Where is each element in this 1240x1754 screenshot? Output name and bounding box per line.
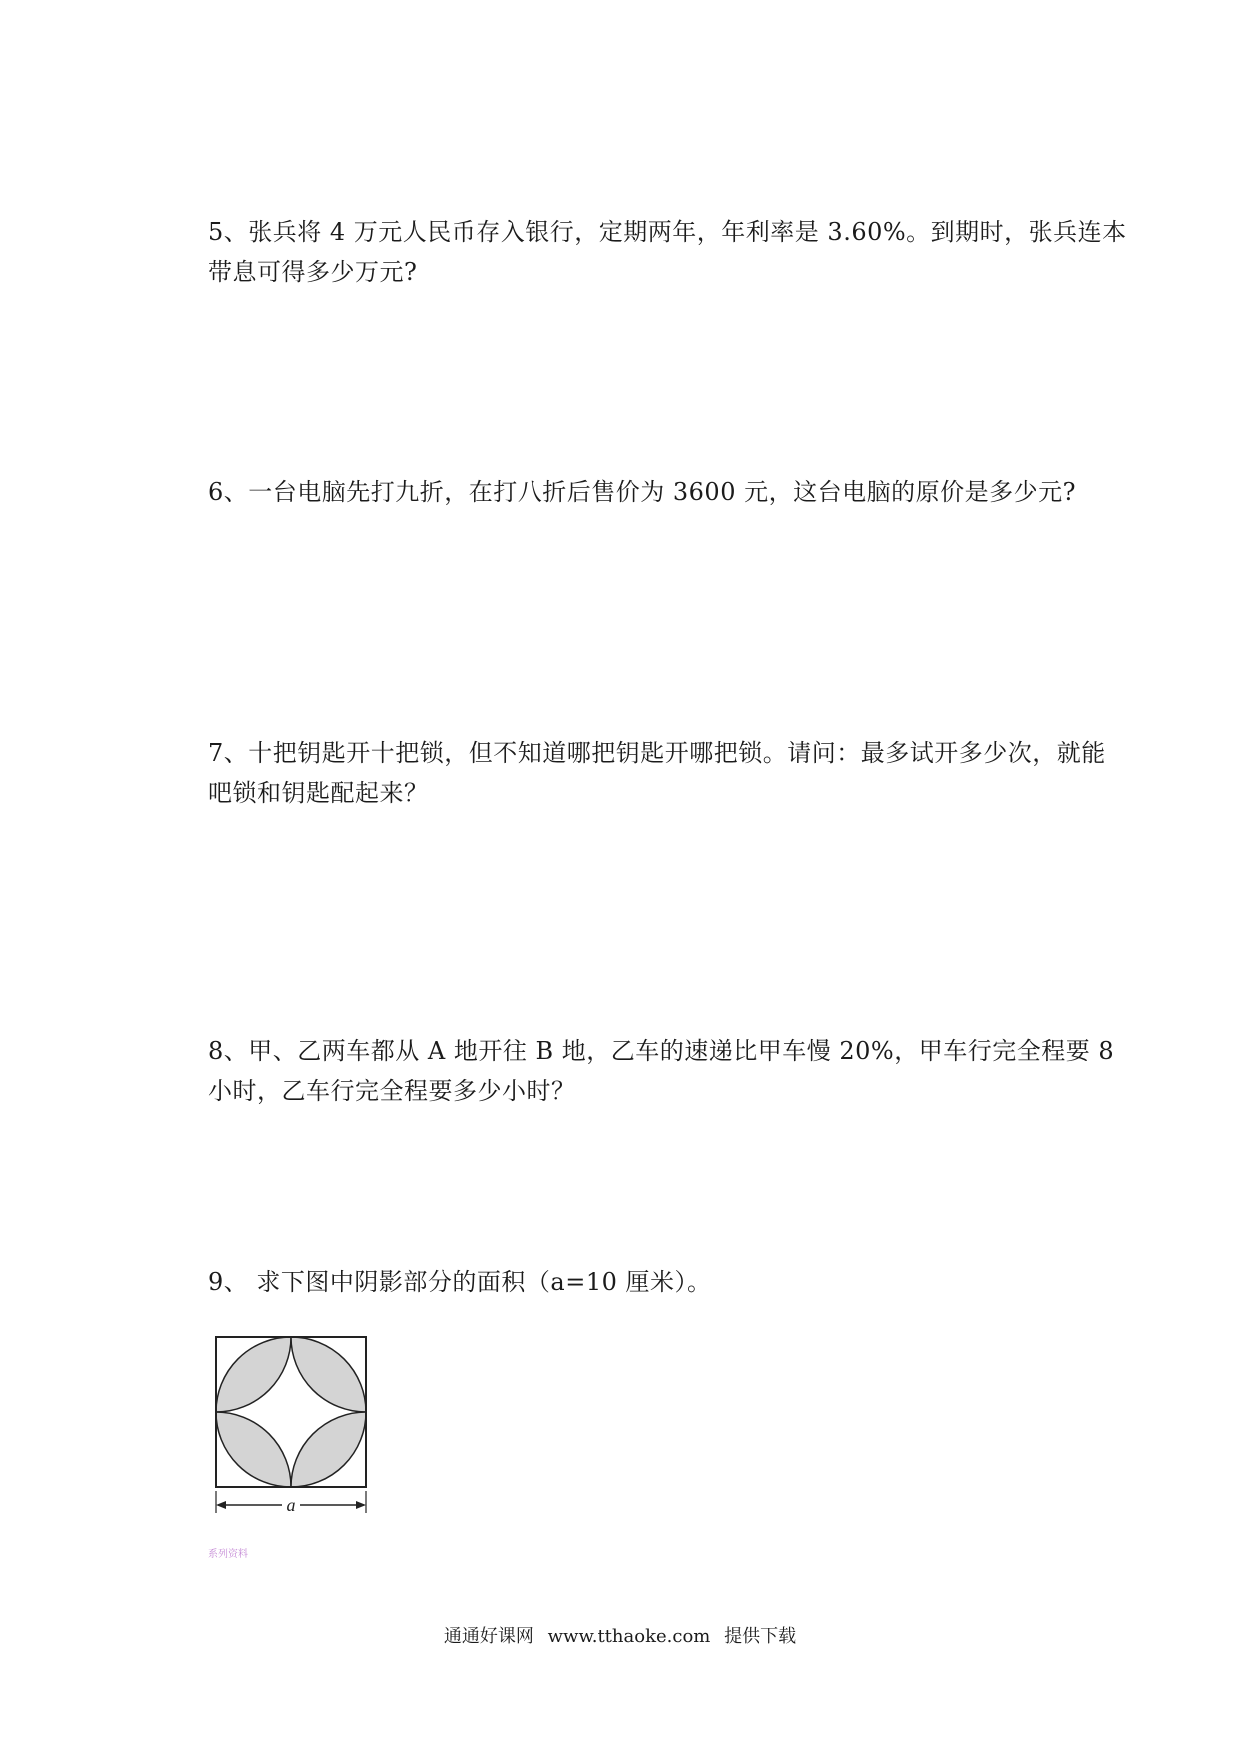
problem-5: [208, 212, 1127, 292]
dimension-arrow-left: [216, 1501, 226, 1509]
dimension-label: a: [286, 1495, 296, 1515]
petal-bottom-left: [216, 1412, 291, 1487]
problem-8-line-2: 小时，乙车行完全程要多少小时？: [208, 1077, 576, 1105]
problem-7-line-2: 吧锁和钥匙配起来？: [208, 779, 429, 807]
petal-top-right: [291, 1337, 366, 1412]
petals-group: [216, 1337, 366, 1487]
dimension-arrow-right: [356, 1501, 366, 1509]
problem-5-line-1: 5、张兵将 4 万元人民币存入银行，定期两年，年利率是 3.60%。到期时，张兵连本: [208, 218, 1127, 246]
problem-9: [208, 1262, 1108, 1302]
petal-top-left: [216, 1337, 291, 1412]
shaded-area-figure: [210, 1331, 376, 1521]
problem-5-line-2: 带息可得多少万元?: [208, 258, 418, 286]
watermark-text: 系列资料: [208, 1549, 248, 1560]
figure-svg: [210, 1331, 376, 1521]
problem-7: [208, 733, 1108, 813]
problem-8-line-1: 8、甲、乙两车都从 A 地开往 B 地，乙车的速递比甲车慢 20%，甲车行完全程要 8: [208, 1037, 1115, 1065]
problem-6-line-1: 6、一台电脑先打九折，在打八折后售价为 3600 元，这台电脑的原价是多少元?: [208, 478, 1076, 506]
footer-suffix: 提供下载: [724, 1626, 797, 1647]
petal-bottom-right: [291, 1412, 366, 1487]
problem-6: [208, 472, 1108, 512]
problem-9-line-1: 9、 求下图中阴影部分的面积（a=10 厘米）。: [208, 1268, 712, 1296]
page-footer: [0, 1622, 1240, 1648]
problem-8: [208, 1031, 1115, 1111]
footer-site-name: 通通好课网: [443, 1626, 534, 1647]
footer-url[interactable]: www.tthaoke.com: [547, 1626, 711, 1647]
problem-7-line-1: 7、十把钥匙开十把锁，但不知道哪把钥匙开哪把锁。请问：最多试开多少次，就能: [208, 739, 1106, 767]
